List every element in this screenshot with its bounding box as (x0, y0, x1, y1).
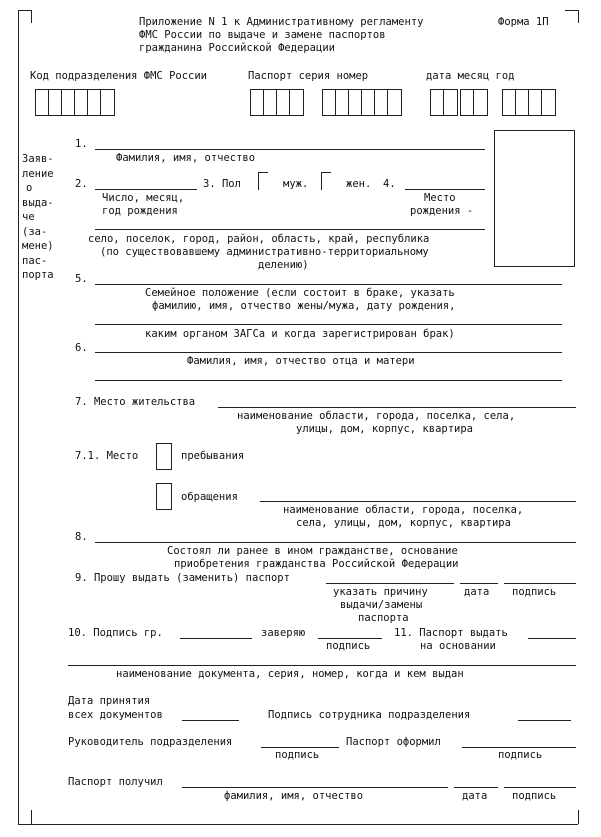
field-9-label: 9. Прошу выдать (заменить) паспорт (75, 572, 290, 584)
header-line-1: Приложение N 1 к Административному регламенту (139, 16, 424, 28)
issuer-signature-line[interactable] (462, 747, 576, 748)
head-signature-line[interactable] (261, 747, 339, 748)
form-number: Форма 1П (498, 16, 549, 28)
side-label-line: порта (22, 269, 54, 281)
field-10-label: 10. Подпись гр. (68, 627, 163, 639)
date-label: дата месяц год (426, 70, 515, 82)
staff-signature-label: Подпись сотрудника подразделения (268, 709, 471, 721)
field-5-caption-2: фамилию, имя, отчество жены/мужа, дату рождения, (152, 300, 456, 312)
field-9-signature-caption: подпись (512, 586, 557, 598)
accept-label-1: Дата принятия (68, 695, 151, 707)
frame-bottom (18, 824, 578, 825)
side-label-line: ление (22, 167, 54, 180)
field-8-line[interactable] (95, 542, 576, 543)
certify-signature-line[interactable] (318, 638, 382, 639)
stay-label: пребывания (181, 450, 245, 462)
birth-date-caption-2: год рождения (102, 205, 178, 217)
birth-place-line[interactable] (405, 189, 485, 190)
head-signature-caption: подпись (275, 749, 320, 761)
birth-date-line[interactable] (95, 189, 197, 190)
side-label-line: выда- (22, 196, 54, 209)
field-9-date-caption: дата (464, 586, 490, 598)
female-checkbox[interactable] (321, 172, 322, 190)
side-label-line: че (22, 211, 35, 223)
birth-place-label-1: Место (424, 192, 456, 204)
field-2-number: 2. (75, 178, 88, 190)
birth-place-label-2: рождения - (410, 205, 474, 217)
field-7-caption-1: наименование области, города, поселка, села, (237, 410, 516, 422)
field-5-line-2[interactable] (95, 324, 562, 325)
staff-signature-line[interactable] (518, 720, 571, 721)
field-6-line[interactable] (95, 352, 562, 353)
document-caption: наименование документа, серия, номер, когда и кем выдан (116, 668, 464, 680)
side-label-line: Заяв- (22, 153, 54, 165)
received-name-line[interactable] (182, 787, 448, 788)
field-4-number: 4. (383, 178, 396, 190)
birth-place-line-2[interactable] (95, 229, 485, 230)
stay-checkbox[interactable] (156, 443, 172, 470)
day-cells[interactable] (430, 89, 458, 116)
birth-place-caption-3: делению) (258, 259, 309, 271)
corner-br-tick (578, 810, 579, 824)
field-1-line[interactable] (95, 149, 485, 150)
side-label-line: (за- (22, 225, 48, 238)
accept-date-line[interactable] (182, 720, 239, 721)
corner-tl (18, 10, 32, 11)
side-label (22, 152, 54, 283)
reason-caption-1: указать причину (333, 586, 428, 598)
field-9-signature-line[interactable] (504, 583, 576, 584)
received-name-caption: фамилия, имя, отчество (224, 790, 364, 802)
field-7-1-line[interactable] (260, 501, 576, 502)
appeal-checkbox[interactable] (156, 483, 172, 510)
accept-label-2: всех документов (68, 709, 163, 721)
received-date-line[interactable] (454, 787, 498, 788)
field-6-line-2[interactable] (95, 380, 562, 381)
field-5-number: 5. (75, 273, 88, 285)
header-line-2: ФМС России по выдаче и замене паспортов (139, 29, 386, 41)
citizen-signature-line[interactable] (180, 638, 252, 639)
passport-number-label: Паспорт серия номер (248, 70, 369, 82)
issuer-signature-caption: подпись (498, 749, 543, 761)
field-7-1-caption-2: села, улицы, дом, корпус, квартира (296, 517, 511, 529)
male-checkbox[interactable] (258, 172, 259, 190)
frame-left (18, 10, 19, 825)
field-11-line[interactable] (528, 638, 576, 639)
field-7-label: 7. Место жительства (75, 396, 196, 408)
certify-label: заверяю (261, 627, 306, 639)
fms-code-label: Код подразделения ФМС России (30, 70, 208, 82)
received-signature-caption: подпись (512, 790, 557, 802)
field-8-number: 8. (75, 531, 88, 543)
month-cells[interactable] (460, 89, 488, 116)
certify-signature-caption: подпись (326, 640, 371, 652)
field-5-line[interactable] (95, 284, 562, 285)
document-line[interactable] (68, 665, 576, 666)
field-7-1-label: 7.1. Место (75, 450, 139, 462)
received-label: Паспорт получил (68, 776, 163, 788)
field-3-label: 3. Пол (203, 178, 241, 190)
reason-caption-3: паспорта (358, 612, 409, 624)
header-line-3: гражданина Российской Федерации (139, 42, 335, 54)
female-checkbox-top (321, 172, 331, 173)
basis-label: на основании (420, 640, 496, 652)
field-8-caption-1: Состоял ли ранее в ином гражданстве, основание (167, 545, 458, 557)
issuer-label: Паспорт оформил (346, 736, 441, 748)
field-11-label: 11. Паспорт выдать (394, 627, 508, 639)
birth-date-caption-1: Число, месяц, (102, 192, 185, 204)
reason-line[interactable] (326, 583, 454, 584)
side-label-line: пас- (22, 254, 48, 267)
passport-series-cells[interactable] (250, 89, 304, 116)
field-1-caption: Фамилия, имя, отчество (116, 152, 256, 164)
side-label-line: о (26, 182, 33, 194)
field-8-caption-2: приобретения гражданства Российской Федерации (174, 558, 459, 570)
appeal-label: обращения (181, 491, 238, 503)
male-label: муж. (283, 178, 309, 190)
field-7-1-caption-1: наименование области, города, поселка, (283, 504, 524, 516)
male-checkbox-top (258, 172, 268, 173)
side-label-line: мене) (22, 240, 54, 252)
received-signature-line[interactable] (504, 787, 576, 788)
field-7-line[interactable] (218, 407, 576, 408)
corner-tr-tick (578, 10, 579, 23)
field-1-number: 1. (75, 138, 88, 150)
field-5-caption-3: каким органом ЗАГСа и когда зарегистрирован брак) (145, 328, 455, 340)
female-label: жен. (346, 178, 372, 190)
field-6-caption: Фамилия, имя, отчество отца и матери (187, 355, 415, 367)
birth-place-caption-2: (по существовавшему административно-территориальному (100, 246, 429, 258)
field-9-date-line[interactable] (460, 583, 498, 584)
reason-caption-2: выдачи/замены (340, 599, 423, 611)
received-date-caption: дата (462, 790, 488, 802)
field-7-caption-2: улицы, дом, корпус, квартира (296, 423, 474, 435)
birth-place-caption-1: село, поселок, город, район, область, край, республика (88, 233, 430, 245)
photo-box (494, 130, 575, 267)
head-label: Руководитель подразделения (68, 736, 233, 748)
corner-tr (565, 10, 578, 11)
field-5-caption-1: Семейное положение (если состоит в браке, указать (145, 287, 455, 299)
passport-number-cells[interactable] (322, 89, 402, 116)
field-6-number: 6. (75, 342, 88, 354)
year-cells[interactable] (502, 89, 556, 116)
fms-code-cells[interactable] (35, 89, 115, 116)
corner-tl-tick (31, 10, 32, 23)
corner-bl-tick (31, 810, 32, 824)
